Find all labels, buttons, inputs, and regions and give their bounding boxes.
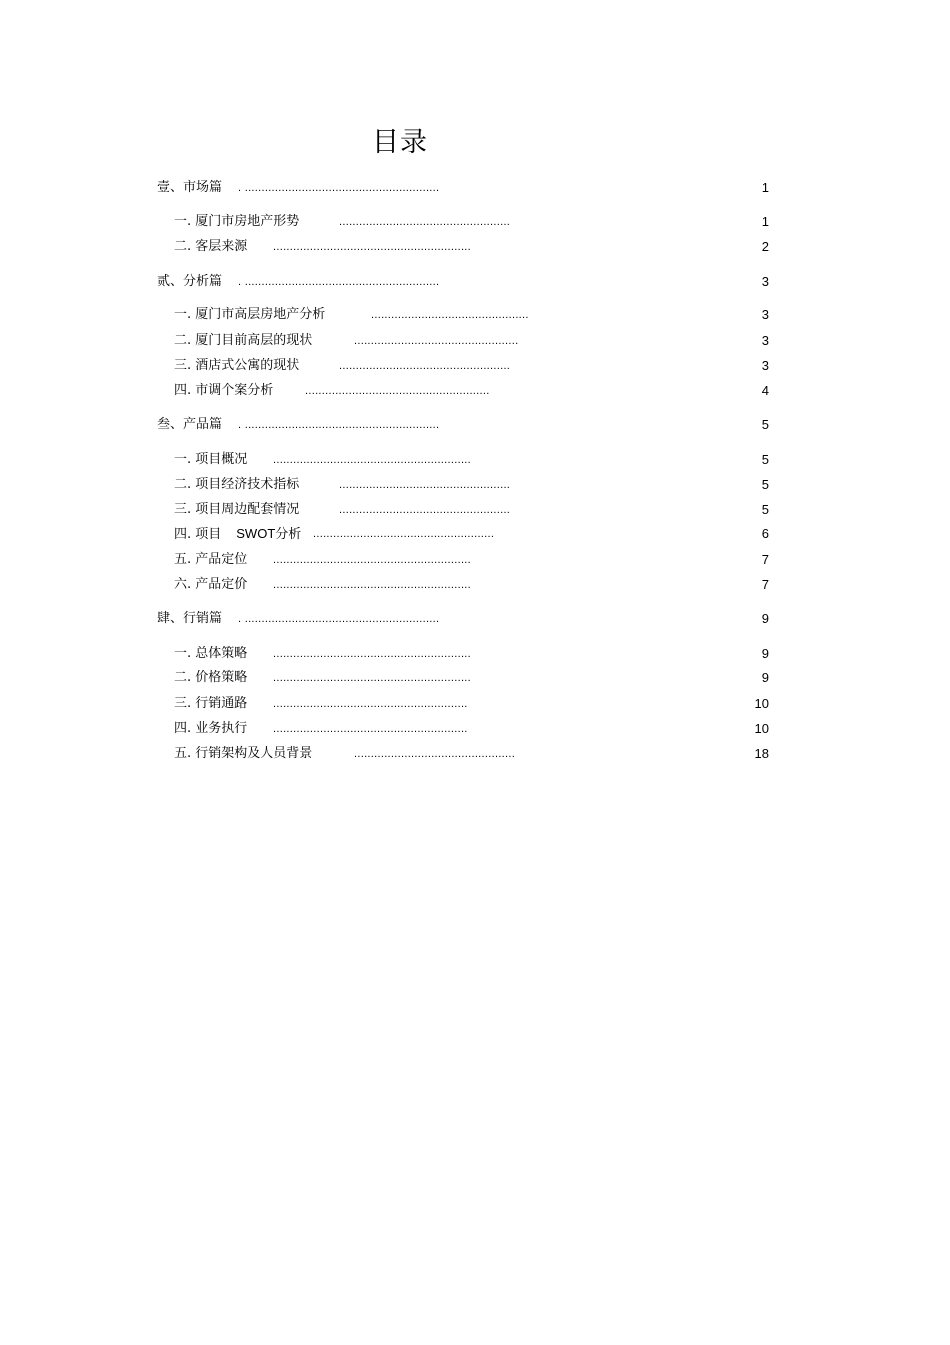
page-title: 目录 (372, 127, 428, 158)
toc-item-row[interactable] (0, 719, 950, 739)
toc-item-row[interactable] (0, 744, 950, 764)
toc-page-number: 10 (754, 696, 769, 711)
toc-leader: . .......................................................... (238, 276, 440, 288)
toc-leader: ................................................. (354, 335, 519, 347)
toc-label: 二. 项目经济技术指标 (174, 477, 300, 492)
toc-label: 一. 项目概况 (174, 452, 248, 467)
toc-label: 一. 厦门市高层房地产分析 (174, 307, 326, 322)
toc-label: 肆、行销篇 (157, 611, 223, 626)
toc-page-number: 7 (761, 577, 769, 592)
toc-page-number: 3 (761, 307, 769, 322)
toc-page-number: 9 (761, 611, 769, 626)
toc-label: 六. 产品定价 (174, 577, 248, 592)
toc-label: 二. 价格策略 (174, 670, 248, 685)
toc-section-row[interactable] (0, 415, 950, 435)
toc-label: 二. 客层来源 (174, 239, 248, 254)
toc-page-number: 5 (761, 477, 769, 492)
toc-label: 五. 行销架构及人员背景 (174, 746, 313, 761)
toc-label: 四. 项目 SWOT分析 (174, 526, 302, 542)
toc-page-number: 4 (761, 383, 769, 398)
toc-section-row[interactable] (0, 609, 950, 629)
toc-label: 五. 产品定位 (174, 552, 248, 567)
toc-leader: . .......................................................... (238, 613, 440, 625)
toc-leader: . .......................................................... (238, 419, 440, 431)
toc-page-number: 5 (761, 502, 769, 517)
toc-leader: .......................................................... (273, 698, 468, 710)
toc-page-number: 10 (754, 721, 769, 736)
toc-leader: ................................................ (354, 748, 516, 760)
toc-item-row[interactable] (0, 644, 950, 664)
toc-page-number: 3 (761, 274, 769, 289)
toc-item-row[interactable] (0, 305, 950, 325)
toc-label: 贰、分析篇 (157, 274, 223, 289)
toc-item-row[interactable] (0, 500, 950, 520)
toc-item-row[interactable] (0, 575, 950, 595)
toc-label: 叁、产品篇 (157, 417, 223, 432)
toc-leader: ................................................... (339, 504, 511, 516)
toc-leader: . .......................................................... (238, 182, 440, 194)
toc-label: 一. 总体策略 (174, 646, 248, 661)
toc-label: 三. 酒店式公寓的现状 (174, 358, 300, 373)
toc-section-row[interactable] (0, 272, 950, 292)
toc-leader: ........................................................... (273, 454, 472, 466)
toc-item-row[interactable] (0, 331, 950, 351)
toc-leader: ...................................................... (313, 528, 495, 540)
toc-leader: ................................................... (339, 216, 511, 228)
toc-section-row[interactable] (0, 178, 950, 198)
toc-page-number: 6 (761, 526, 769, 541)
toc-page-number: 18 (754, 746, 769, 761)
toc-leader: ................................................... (339, 479, 511, 491)
toc-leader: ........................................................... (273, 241, 472, 253)
toc-leader: ........................................................... (273, 648, 472, 660)
toc-item-row[interactable] (0, 524, 950, 544)
toc-label: 三. 项目周边配套情况 (174, 502, 300, 517)
toc-item-row[interactable] (0, 237, 950, 257)
toc-leader: ........................................................... (273, 672, 472, 684)
toc-page-number: 1 (761, 214, 769, 229)
toc-label: 壹、市场篇 (157, 180, 223, 195)
toc-leader: .......................................................... (273, 723, 468, 735)
toc-leader: ....................................................... (305, 385, 490, 397)
toc-item-row[interactable] (0, 356, 950, 376)
toc-page-number: 7 (761, 552, 769, 567)
toc-page-number: 3 (761, 358, 769, 373)
toc-page-number: 9 (761, 670, 769, 685)
toc-leader: ........................................................... (273, 579, 472, 591)
toc-label: 二. 厦门目前高层的现状 (174, 333, 313, 348)
toc-label: 四. 市调个案分析 (174, 383, 274, 398)
toc-leader: ............................................... (371, 309, 529, 321)
toc-page-number: 9 (761, 646, 769, 661)
toc-item-row[interactable] (0, 212, 950, 232)
toc-page-number: 5 (761, 452, 769, 467)
toc-label: 四. 业务执行 (174, 721, 248, 736)
toc-item-row[interactable] (0, 450, 950, 470)
toc-item-row[interactable] (0, 381, 950, 401)
toc-item-row[interactable] (0, 668, 950, 688)
toc-label: 三. 行销通路 (174, 696, 248, 711)
toc-page-number: 2 (761, 239, 769, 254)
toc-label-latin: SWOT (236, 526, 276, 541)
toc-label: 一. 厦门市房地产形势 (174, 214, 300, 229)
toc-leader: ........................................................... (273, 554, 472, 566)
toc-page-number: 3 (761, 333, 769, 348)
toc-item-row[interactable] (0, 694, 950, 714)
toc-page-number: 5 (761, 417, 769, 432)
toc-page-number: 1 (761, 180, 769, 195)
toc-item-row[interactable] (0, 550, 950, 570)
toc-item-row[interactable] (0, 475, 950, 495)
toc-leader: ................................................... (339, 360, 511, 372)
